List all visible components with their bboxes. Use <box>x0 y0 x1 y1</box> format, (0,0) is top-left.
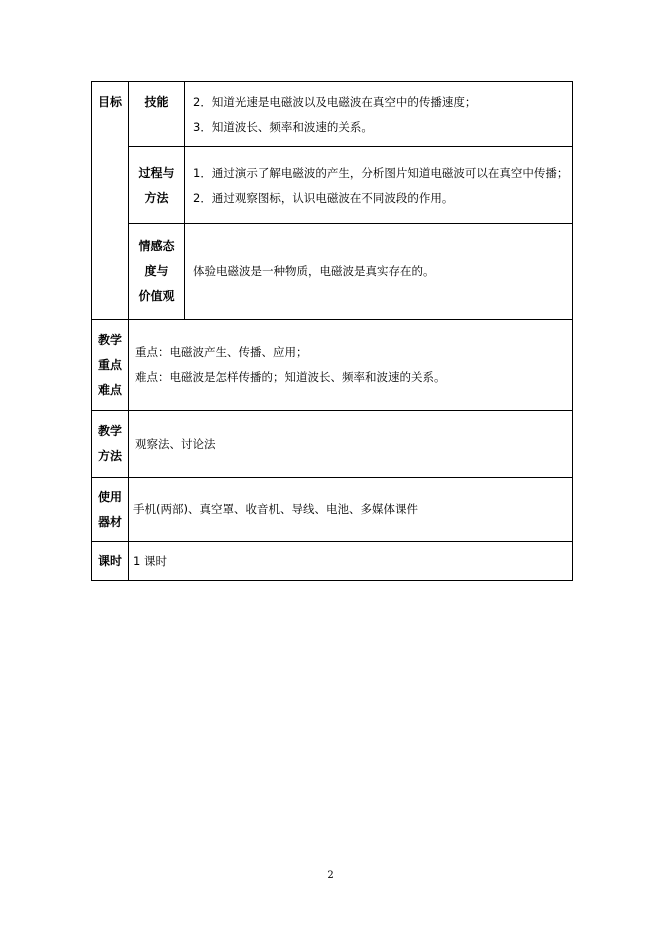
equipment-line: 手机(两部)、真空罩、收音机、导线、电池、多媒体课件 <box>133 502 418 516</box>
emotion-header-line: 价值观 <box>138 289 175 303</box>
key-points-line: 重点：电磁波产生、传播、应用； <box>135 345 308 359</box>
table-row <box>92 82 573 147</box>
process-header <box>129 147 185 224</box>
skills-content <box>185 82 573 147</box>
hours-header-line: 课时 <box>97 553 122 568</box>
key-points-header-line: 教学 <box>97 332 122 347</box>
table-row <box>92 542 573 581</box>
skills-header <box>129 82 185 147</box>
key-points-line: 难点：电磁波是怎样传播的；知道波长、频率和波速的关系。 <box>135 370 446 384</box>
table-row <box>92 320 573 411</box>
table-row <box>92 478 573 542</box>
process-line: 2．通过观察图标，认识电磁波在不同波段的作用。 <box>193 191 454 205</box>
hours-header <box>92 542 129 581</box>
process-header-line: 方法 <box>144 191 169 205</box>
skills-header-line: 技能 <box>144 95 169 109</box>
methods-header <box>92 411 129 478</box>
emotion-header-line: 情感态 <box>138 239 175 253</box>
equipment-content <box>129 478 573 542</box>
table-row <box>92 224 573 320</box>
key-points-header-line: 难点 <box>97 382 122 397</box>
hours-line: 1 课时 <box>133 553 167 568</box>
objectives-header <box>92 82 129 320</box>
process-header-line: 过程与 <box>138 166 175 180</box>
methods-line: 观察法、讨论法 <box>135 436 216 451</box>
lesson-plan-table <box>91 81 573 581</box>
methods-content <box>129 411 573 478</box>
methods-header-line: 方法 <box>97 449 122 463</box>
equipment-header-line: 器材 <box>97 514 122 529</box>
equipment-header-line: 使用 <box>97 489 122 504</box>
equipment-header <box>92 478 129 542</box>
process-line: 1．通过演示了解电磁波的产生，分析图片知道电磁波可以在真空中传播； <box>193 166 569 180</box>
key-points-header <box>92 320 129 411</box>
table-row <box>92 147 573 224</box>
key-points-header-line: 重点 <box>97 357 122 372</box>
skills-line: 3．知道波长、频率和波速的关系。 <box>193 120 373 134</box>
objectives-header-line: 目标 <box>97 95 122 109</box>
skills-line: 2．知道光速是电磁波以及电磁波在真空中的传播速度； <box>193 95 477 109</box>
hours-content <box>129 542 573 581</box>
emotion-header <box>129 224 185 320</box>
table-row <box>92 411 573 478</box>
emotion-content <box>185 224 573 320</box>
process-content <box>185 147 573 224</box>
key-points-content <box>129 320 573 411</box>
page-number: 2 <box>327 870 334 881</box>
emotion-header-line: 度与 <box>144 264 169 278</box>
emotion-line: 体验电磁波是一种物质，电磁波是真实存在的。 <box>193 264 435 278</box>
methods-header-line: 教学 <box>97 424 122 438</box>
